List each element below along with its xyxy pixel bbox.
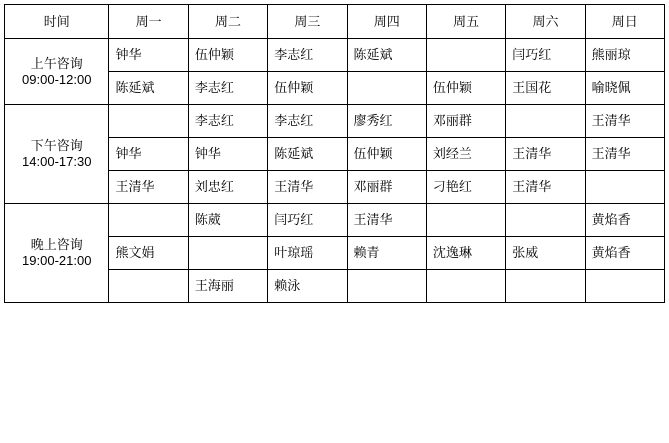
cell-wed: 闫巧红 — [268, 204, 347, 237]
cell-wed: 李志红 — [268, 105, 347, 138]
session-label-morning — [5, 39, 109, 105]
cell-tue: 刘忠红 — [188, 171, 267, 204]
session-label-evening — [5, 204, 109, 303]
cell-fri — [426, 204, 505, 237]
cell-sat: 王清华 — [506, 138, 585, 171]
cell-thu: 陈延斌 — [347, 39, 426, 72]
session-time: 09:00-12:00 — [22, 71, 92, 87]
cell-sun: 王清华 — [585, 138, 664, 171]
table-body — [5, 39, 665, 303]
cell-wed: 赖泳 — [268, 270, 347, 303]
table-header — [5, 5, 665, 39]
cell-tue — [188, 237, 267, 270]
cell-sat — [506, 270, 585, 303]
cell-fri: 刘经兰 — [426, 138, 505, 171]
cell-wed: 叶琼瑶 — [268, 237, 347, 270]
cell-fri — [426, 39, 505, 72]
cell-thu: 伍仲颖 — [347, 138, 426, 171]
cell-mon — [109, 204, 188, 237]
cell-sat — [506, 204, 585, 237]
session-label-afternoon — [5, 105, 109, 204]
cell-mon: 熊文娟 — [109, 237, 188, 270]
cell-tue: 王海丽 — [188, 270, 267, 303]
cell-mon: 王清华 — [109, 171, 188, 204]
column-header-thursday: 周四 — [347, 5, 426, 39]
cell-tue: 李志红 — [188, 72, 267, 105]
session-time: 14:00-17:30 — [22, 154, 92, 169]
header-row — [5, 5, 665, 39]
cell-tue: 钟华 — [188, 138, 267, 171]
table-row — [5, 105, 665, 138]
cell-mon: 钟华 — [109, 39, 188, 72]
cell-wed: 王清华 — [268, 171, 347, 204]
cell-sun: 喻晓佩 — [585, 72, 664, 105]
column-header-wednesday: 周三 — [268, 5, 347, 39]
consultation-schedule-table — [4, 4, 665, 303]
cell-sun — [585, 171, 664, 204]
cell-sun — [585, 270, 664, 303]
cell-tue: 伍仲颖 — [188, 39, 267, 72]
column-header-time: 时间 — [5, 5, 109, 39]
cell-sun: 黄焰香 — [585, 204, 664, 237]
cell-wed: 李志红 — [268, 39, 347, 72]
cell-fri: 沈逸琳 — [426, 237, 505, 270]
cell-thu: 王清华 — [347, 204, 426, 237]
cell-mon — [109, 270, 188, 303]
cell-tue: 李志红 — [188, 105, 267, 138]
cell-fri: 刁艳红 — [426, 171, 505, 204]
table-row — [5, 39, 665, 72]
cell-thu — [347, 72, 426, 105]
cell-wed: 伍仲颖 — [268, 72, 347, 105]
column-header-friday: 周五 — [426, 5, 505, 39]
cell-sun: 王清华 — [585, 105, 664, 138]
cell-mon: 陈延斌 — [109, 72, 188, 105]
column-header-monday: 周一 — [109, 5, 188, 39]
cell-thu — [347, 270, 426, 303]
cell-sun: 熊丽琼 — [585, 39, 664, 72]
cell-sat — [506, 105, 585, 138]
cell-mon: 钟华 — [109, 138, 188, 171]
table-row — [5, 204, 665, 237]
cell-fri: 邓丽群 — [426, 105, 505, 138]
cell-sat: 王国花 — [506, 72, 585, 105]
cell-thu: 廖秀红 — [347, 105, 426, 138]
session-time: 19:00-21:00 — [22, 253, 92, 268]
cell-sat: 王清华 — [506, 171, 585, 204]
cell-sun: 黄焰香 — [585, 237, 664, 270]
cell-fri: 伍仲颖 — [426, 72, 505, 105]
cell-thu: 赖青 — [347, 237, 426, 270]
session-name: 晚上咨询 — [30, 237, 83, 253]
cell-sat: 张威 — [506, 237, 585, 270]
cell-mon — [109, 105, 188, 138]
column-header-tuesday: 周二 — [188, 5, 267, 39]
column-header-saturday: 周六 — [506, 5, 585, 39]
cell-fri — [426, 270, 505, 303]
session-name: 下午咨询 — [30, 138, 83, 154]
cell-tue: 陈葳 — [188, 204, 267, 237]
cell-thu: 邓丽群 — [347, 171, 426, 204]
column-header-sunday: 周日 — [585, 5, 664, 39]
session-name: 上午咨询 — [30, 55, 83, 71]
cell-sat: 闫巧红 — [506, 39, 585, 72]
cell-wed: 陈延斌 — [268, 138, 347, 171]
